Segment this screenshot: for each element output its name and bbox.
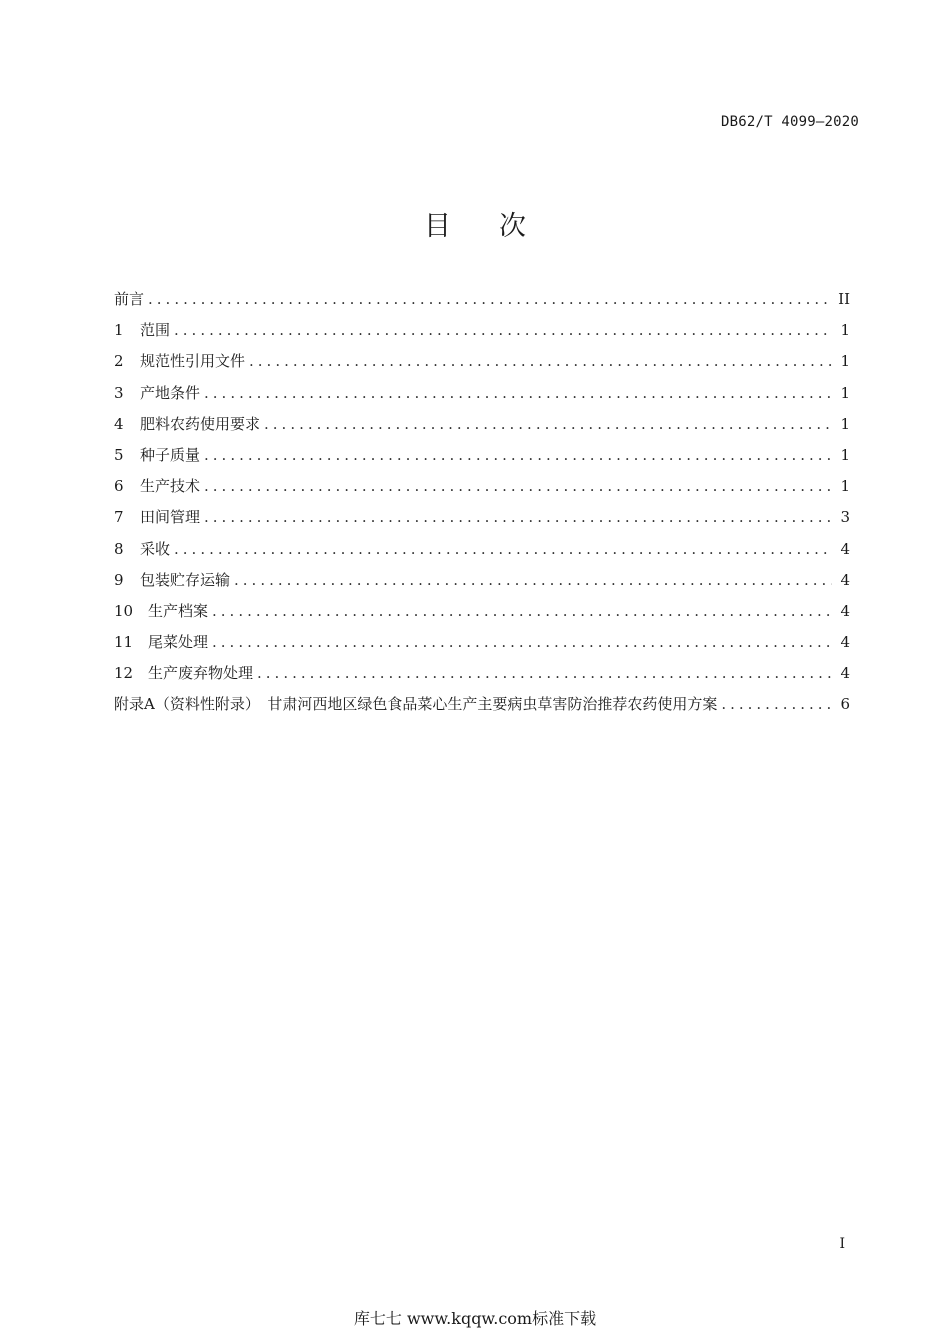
toc-entry-label: 尾菜处理 — [148, 633, 209, 652]
toc-entry-page: 1 — [840, 321, 850, 340]
toc-entry-label: 包装贮存运输 — [140, 570, 231, 589]
toc-entry-label: 生产档案 — [148, 601, 209, 620]
toc-leader-dots — [721, 689, 832, 720]
table-of-contents — [114, 284, 850, 721]
toc-entry-page: 4 — [840, 664, 850, 683]
toc-entry-page: 3 — [840, 508, 850, 527]
toc-entry-label: 生产废弃物处理 — [148, 664, 254, 683]
page-title — [0, 204, 950, 243]
toc-entry-label: 肥料农药使用要求 — [140, 414, 261, 433]
toc-leader-dots — [148, 284, 830, 315]
toc-entry-label: 规范性引用文件 — [140, 352, 246, 371]
title-char-1: 目 — [424, 211, 451, 242]
toc-entry-1[interactable] — [114, 315, 850, 346]
toc-leader-dots — [174, 534, 832, 565]
toc-leader-dots — [212, 627, 832, 658]
toc-entry-number: 7 — [114, 508, 124, 527]
standard-code: DB62/T 4099—2020 — [720, 114, 859, 130]
toc-entry-12[interactable] — [114, 658, 850, 689]
toc-entry-10[interactable] — [114, 596, 850, 627]
toc-entry-page: 1 — [840, 352, 850, 371]
toc-leader-dots — [174, 315, 832, 346]
toc-leader-dots — [204, 378, 832, 409]
toc-entry-number: 9 — [114, 570, 124, 589]
toc-entry-6[interactable] — [114, 471, 850, 502]
toc-entry-label: 范围 — [140, 321, 171, 340]
toc-entry-number: 8 — [114, 539, 124, 558]
toc-leader-dots — [204, 440, 832, 471]
toc-entry-label: 生产技术 — [140, 477, 201, 496]
toc-entry-number: 1 — [114, 321, 124, 340]
toc-leader-dots — [212, 596, 832, 627]
toc-entry-label: 种子质量 — [140, 445, 201, 464]
toc-entry-page: 1 — [840, 383, 850, 402]
toc-entry-page: 6 — [840, 695, 850, 714]
toc-leader-dots — [234, 565, 832, 596]
toc-entry-label: 产地条件 — [140, 383, 201, 402]
toc-entry-3[interactable] — [114, 378, 850, 409]
toc-entry-number: 4 — [114, 414, 124, 433]
toc-entry-number: 12 — [114, 664, 134, 683]
toc-entry-page: 4 — [840, 539, 850, 558]
toc-leader-dots — [249, 346, 832, 377]
toc-entry-page: II — [838, 290, 850, 308]
toc-entry-5[interactable] — [114, 440, 850, 471]
toc-leader-dots — [257, 658, 832, 689]
toc-entry-4[interactable] — [114, 409, 850, 440]
toc-entry-number: 5 — [114, 445, 124, 464]
toc-entry-number: 6 — [114, 477, 124, 496]
toc-entry-label: 前言 — [114, 290, 145, 308]
toc-entry-number: 2 — [114, 352, 124, 371]
toc-entry-page: 1 — [840, 445, 850, 464]
footer-watermark-text: 库七七 www.kqqw.com标准下载 — [353, 1309, 597, 1328]
page-number: I — [839, 1236, 845, 1252]
toc-entry-2[interactable] — [114, 346, 850, 377]
toc-entry-page: 1 — [840, 414, 850, 433]
toc-entry-page: 1 — [840, 477, 850, 496]
toc-entry-page: 4 — [840, 633, 850, 652]
toc-leader-dots — [264, 409, 832, 440]
toc-entry-8[interactable] — [114, 534, 850, 565]
title-char-2: 次 — [499, 211, 526, 242]
toc-entry-page: 4 — [840, 601, 850, 620]
toc-entry-foreword[interactable] — [114, 284, 850, 315]
toc-entry-page: 4 — [840, 570, 850, 589]
toc-entry-9[interactable] — [114, 565, 850, 596]
toc-entry-number: 3 — [114, 383, 124, 402]
toc-entry-label: 采收 — [140, 539, 171, 558]
toc-leader-dots — [204, 471, 832, 502]
toc-entry-number: 10 — [114, 601, 134, 620]
toc-entry-appendix-a[interactable] — [114, 689, 850, 720]
toc-leader-dots — [204, 502, 832, 533]
toc-entry-11[interactable] — [114, 627, 850, 658]
toc-entry-label: 附录A（资料性附录） 甘肃河西地区绿色食品菜心生产主要病虫草害防治推荐农药使用方案 — [114, 695, 718, 714]
toc-entry-label: 田间管理 — [140, 508, 201, 527]
toc-entry-number: 11 — [114, 633, 134, 652]
toc-entry-7[interactable] — [114, 502, 850, 533]
